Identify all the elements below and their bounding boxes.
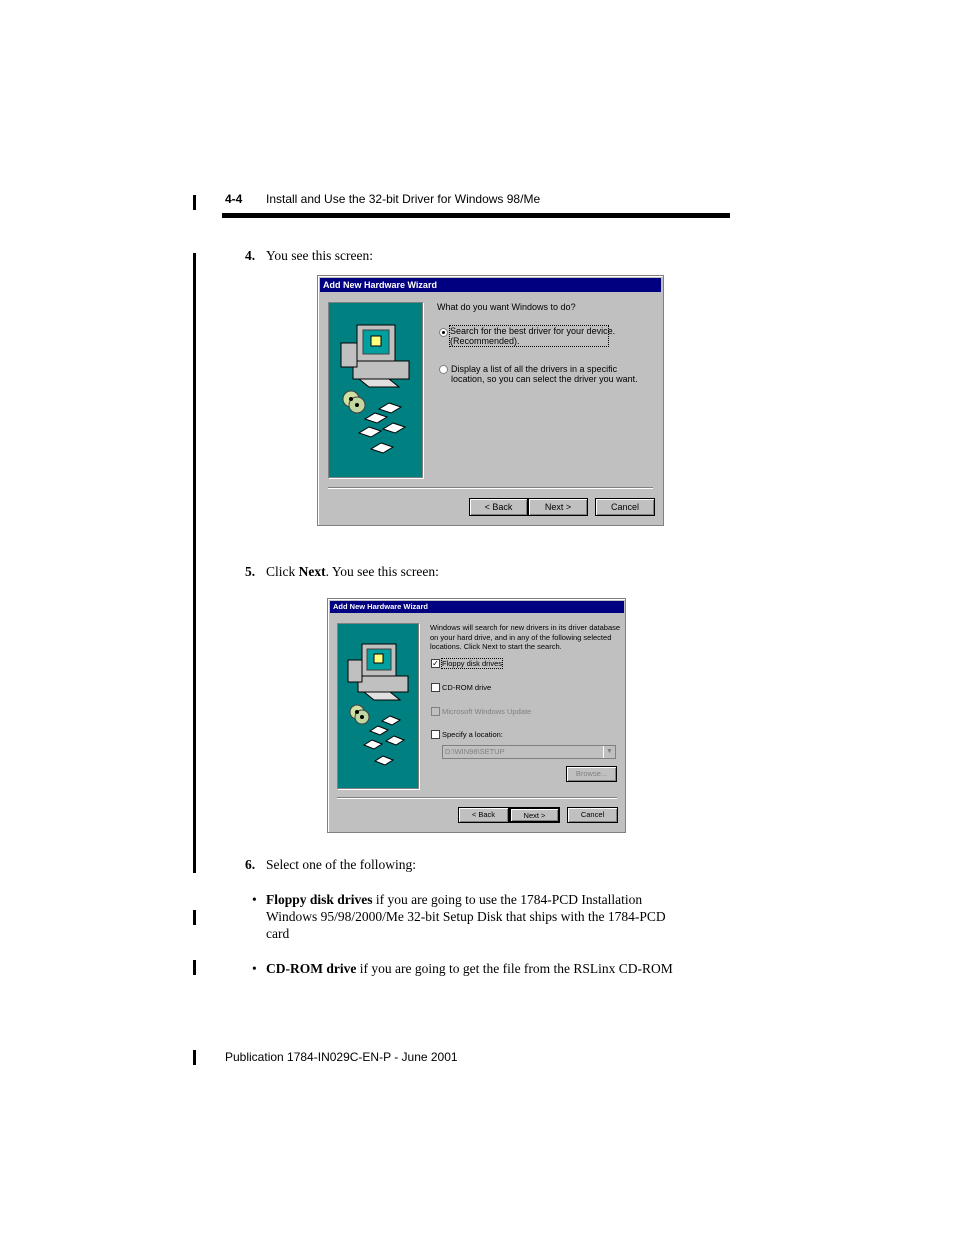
change-bar-footer <box>193 1050 196 1065</box>
back-button[interactable]: < Back <box>469 498 528 516</box>
checkbox-specify-location[interactable] <box>431 730 440 739</box>
step-5 <box>245 564 439 580</box>
checkbox-specify-location-label[interactable]: Specify a location: <box>442 730 503 739</box>
back-button[interactable]: < Back <box>458 807 509 823</box>
bullet-cdrom-text: if you are going to get the file from the RSLinx CD-ROM <box>356 961 673 976</box>
wizard-illustration-2 <box>337 623 419 789</box>
radio-display-list[interactable] <box>439 365 448 374</box>
step-5-number: 5. <box>245 564 256 579</box>
option-display-line2: location, so you can select the driver you want. <box>451 374 638 384</box>
step-5-text <box>266 564 439 580</box>
next-button[interactable]: Next > <box>528 498 588 516</box>
intro-line2: on your hard drive, and in any of the following selected <box>430 632 612 642</box>
bullet-cdrom <box>252 960 722 977</box>
step-5-bold: Next <box>298 564 326 579</box>
dialog-1-titlebar <box>320 278 661 292</box>
publication-footer: Publication 1784-IN029C-EN-P - June 2001 <box>225 1050 458 1064</box>
step-4 <box>245 248 373 264</box>
bullet-floppy-text: if you are going to use the 1784-PCD Installation <box>372 892 643 907</box>
option-display-label[interactable] <box>451 364 638 384</box>
intro-line3: locations. Click Next to start the search. <box>430 642 562 651</box>
dialog-2-intro <box>430 623 620 652</box>
computer-illustration-icon <box>338 624 418 788</box>
dialog-1-separator <box>328 487 653 489</box>
option-search-line2: (Recommended). <box>450 336 520 346</box>
header-rule <box>222 213 730 218</box>
bullet-cdrom-bold: CD-ROM drive <box>266 961 357 976</box>
checkbox-floppy[interactable]: ✓ <box>432 659 439 668</box>
bullet-floppy-bold: Floppy disk drives <box>266 892 373 907</box>
step-5-pre: Click <box>266 564 299 579</box>
location-combo[interactable] <box>442 745 616 759</box>
computer-illustration-icon <box>329 303 422 477</box>
change-bar-bullet1 <box>193 910 196 925</box>
bullet-dot: • <box>252 892 257 907</box>
option-display-line1: Display a list of all the drivers in a specific <box>451 364 618 374</box>
bullet-floppy-line2: Windows 95/98/2000/Me 32-bit Setup Disk that ships with the 1784-PCD <box>266 909 666 924</box>
cancel-button[interactable]: Cancel <box>595 498 655 516</box>
page-number: 4-4 <box>225 192 243 206</box>
wizard-illustration-1 <box>328 302 423 478</box>
dialog-2-titlebar <box>330 601 624 613</box>
option-search-label[interactable] <box>450 326 616 346</box>
step-4-number: 4. <box>245 248 256 263</box>
radio-selected-dot <box>442 331 445 334</box>
checkbox-windows-update[interactable] <box>431 707 440 716</box>
step-6 <box>245 857 416 873</box>
step-5-post: . You see this screen: <box>325 564 439 579</box>
dialog-1-title: Add New Hardware Wizard <box>323 280 437 290</box>
radio-search-best-driver[interactable] <box>439 328 448 337</box>
checkbox-windows-update-label[interactable]: Microsoft Windows Update <box>442 707 532 716</box>
dialog-2-title: Add New Hardware Wizard <box>333 602 428 611</box>
intro-line1: Windows will search for new drivers in its driver database <box>430 623 621 632</box>
option-search-line1: Search for the best driver for your device. <box>450 326 616 336</box>
bullet-floppy-line3: card <box>266 926 290 941</box>
wizard-dialog-2 <box>327 598 626 833</box>
bullet-floppy <box>252 891 722 942</box>
bullet-cdrom-body <box>266 960 722 977</box>
checkbox-floppy-label[interactable]: Floppy disk drives <box>442 659 503 668</box>
change-bar-header <box>193 195 196 210</box>
running-header-title: Install and Use the 32-bit Driver for Windows 98/Me <box>266 192 541 206</box>
checkbox-cdrom[interactable] <box>431 683 440 692</box>
step-6-text: Select one of the following: <box>266 857 416 872</box>
browse-button[interactable]: Browse... <box>566 766 617 782</box>
dialog-1-question: What do you want Windows to do? <box>437 302 576 312</box>
bullet-floppy-body <box>266 891 722 942</box>
bullet-dot: • <box>252 961 257 976</box>
combo-dropdown-arrow-icon[interactable]: ▼ <box>603 746 615 758</box>
change-bar-bullet2 <box>193 960 196 975</box>
step-4-text: You see this screen: <box>266 248 373 263</box>
bullet-floppy-line1 <box>266 891 722 908</box>
cancel-button[interactable]: Cancel <box>567 807 618 823</box>
wizard-dialog-1 <box>317 275 664 526</box>
dialog-2-separator <box>337 797 617 799</box>
next-button[interactable]: Next > <box>509 807 560 823</box>
step-6-number: 6. <box>245 857 256 872</box>
location-combo-value: D:\WIN98\SETUP <box>445 747 505 756</box>
checkbox-cdrom-label[interactable]: CD-ROM drive <box>442 683 492 692</box>
change-bar-main <box>193 253 196 873</box>
